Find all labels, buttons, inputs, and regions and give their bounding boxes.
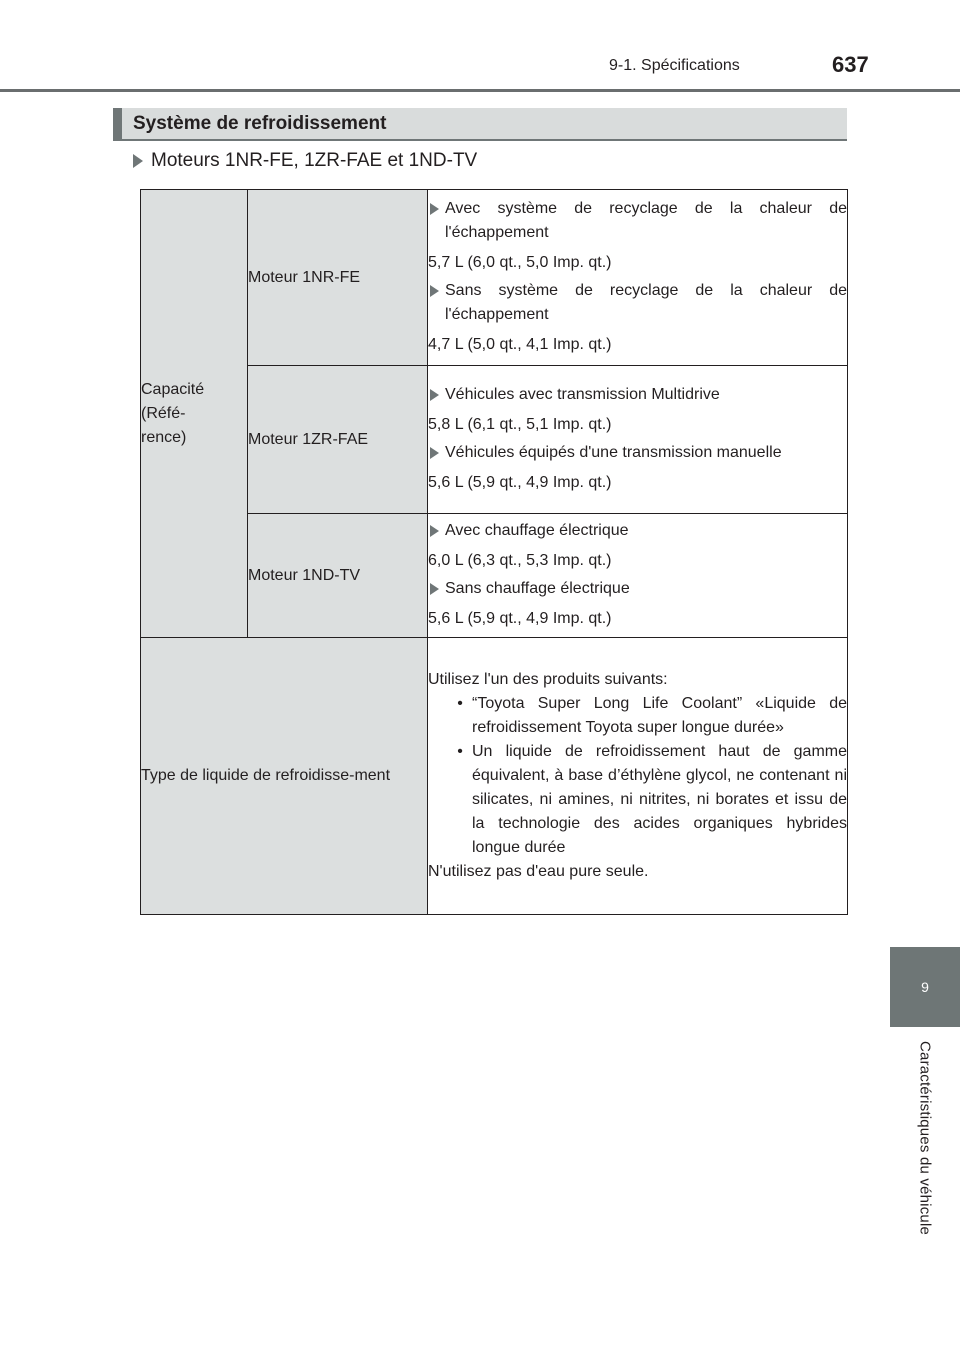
page-number: 637	[832, 52, 869, 77]
engine-name: Moteur 1ZR-FAE	[248, 430, 369, 448]
condition-item	[428, 383, 847, 407]
triangle-bullet-icon	[430, 203, 439, 215]
triangle-bullet-icon	[430, 447, 439, 459]
table-row	[141, 366, 848, 514]
condition-text: Sans chauffage électrique	[445, 579, 630, 597]
intro-line	[133, 150, 477, 172]
capacity-values-cell	[428, 366, 848, 514]
section-heading-bar	[113, 108, 847, 141]
capacity-label: Capacité (Réfé-rence)	[141, 380, 205, 446]
capacity-value: 5,7 L (6,0 qt., 5,0 Imp. qt.)	[428, 253, 612, 271]
triangle-bullet-icon	[430, 389, 439, 401]
condition-text: Véhicules équipés d'une transmission manuelle	[445, 443, 782, 461]
capacity-value: 5,8 L (6,1 qt., 5,1 Imp. qt.)	[428, 415, 612, 433]
header-section-title: 9-1. Spécifications	[609, 57, 740, 74]
list-item	[452, 740, 847, 860]
header-divider	[0, 89, 960, 92]
capacity-value: 5,6 L (5,9 qt., 4,9 Imp. qt.)	[428, 473, 612, 491]
coolant-type-cell	[428, 638, 848, 915]
capacity-label-cell	[141, 190, 248, 638]
coolant-note: N'utilisez pas d'eau pure seule.	[428, 863, 649, 880]
condition-text: Véhicules avec transmission Multidrive	[445, 385, 720, 403]
chapter-label: Caractéristiques du véhicule	[916, 1041, 934, 1236]
coolant-option: “Toyota Super Long Life Coolant” «Liquide de refroidissement Toyota super longue durée»	[472, 695, 847, 736]
chapter-label-container	[890, 1027, 960, 1267]
capacity-value: 6,0 L (6,3 qt., 5,3 Imp. qt.)	[428, 551, 612, 569]
coolant-intro: Utilisez l'un des produits suivants:	[428, 671, 668, 688]
capacity-values-cell	[428, 190, 848, 366]
engine-cell	[248, 514, 428, 638]
intro-text: Moteurs 1NR-FE, 1ZR-FAE et 1ND-TV	[151, 150, 478, 171]
condition-item	[428, 577, 847, 601]
capacity-value: 4,7 L (5,0 qt., 4,1 Imp. qt.)	[428, 335, 612, 353]
bullet-dot-icon: •	[457, 743, 463, 760]
triangle-bullet-icon	[430, 285, 439, 297]
condition-item	[428, 519, 847, 543]
table-row	[141, 638, 848, 915]
bullet-dot-icon: •	[457, 695, 463, 712]
condition-item	[428, 441, 847, 465]
engine-name: Moteur 1NR-FE	[248, 268, 361, 286]
triangle-bullet-icon	[133, 154, 143, 168]
engine-cell	[248, 366, 428, 514]
condition-item	[428, 197, 847, 245]
capacity-values-cell	[428, 514, 848, 638]
table-row	[141, 514, 848, 638]
coolant-type-label: Type de liquide de refroidisse-ment	[141, 767, 391, 784]
condition-item	[428, 279, 847, 327]
triangle-bullet-icon	[430, 525, 439, 537]
condition-text: Avec chauffage électrique	[445, 521, 629, 539]
engine-name: Moteur 1ND-TV	[248, 566, 361, 584]
triangle-bullet-icon	[430, 583, 439, 595]
coolant-spec-table	[140, 189, 848, 915]
capacity-value: 5,6 L (5,9 qt., 4,9 Imp. qt.)	[428, 609, 612, 627]
chapter-tab[interactable]	[890, 947, 960, 1027]
table-row	[141, 190, 848, 366]
condition-text: Sans système de recyclage de la chaleur de l'échappement	[445, 281, 847, 323]
condition-text: Avec système de recyclage de la chaleur de l'échappement	[445, 199, 847, 241]
section-title: Système de refroidissement	[133, 113, 387, 134]
engine-cell	[248, 190, 428, 366]
chapter-number: 9	[921, 979, 929, 995]
coolant-option: Un liquide de refroidissement haut de gamme équivalent, à base d’éthylène glycol, ne contenant ni silicates, ni amines, ni nitrites, ni borates et issu de la technologie des acides organiques hybrides longue durée	[472, 743, 847, 856]
coolant-type-label-cell	[141, 638, 428, 915]
list-item	[452, 692, 847, 740]
